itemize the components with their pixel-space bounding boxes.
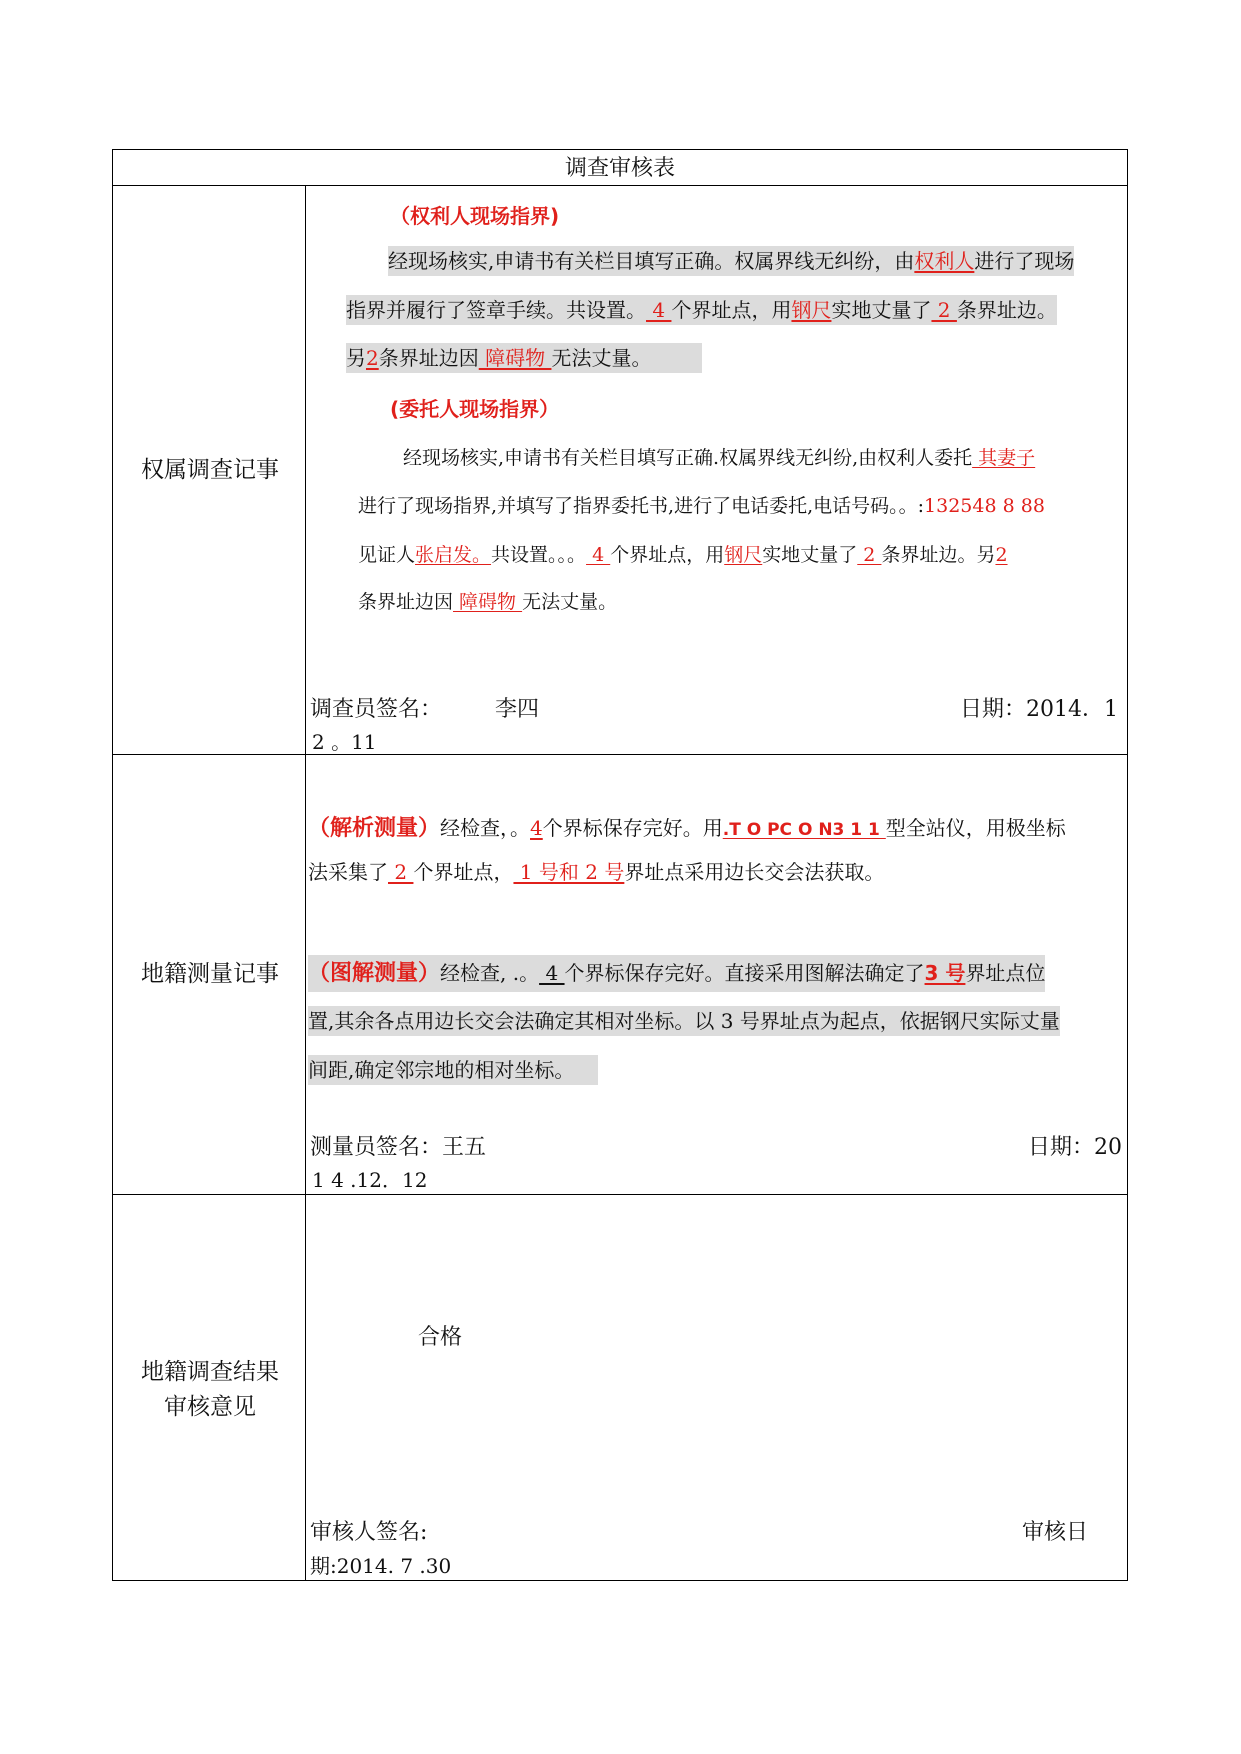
analytic-point-count: 2 [388, 860, 414, 884]
delegate-phone: 132548 8 88 [924, 495, 1045, 517]
owner-point-count: 4 [646, 298, 672, 322]
ownership-label: 权属调查记事 [141, 457, 279, 483]
graphic-survey-line3: 间距,确定邻宗地的相对坐标。 [308, 1055, 598, 1085]
table-border-top [112, 149, 1128, 150]
delegate-section-heading: (委托人现场指界） [390, 397, 560, 421]
reviewer-date-continued: 期:2014. 7 .30 [310, 1554, 452, 1578]
instrument-model: .T O PC O N3 1 1 [722, 820, 886, 840]
analytic-survey-text: （解析测量）经检查，。4个界标保存完好。用.T O PC O N3 1 1 型全站仪，用极坐标 法采集了 2 个界址点， 1 号和 2 号界址点采用边长交会法获取。 [308, 816, 1066, 884]
investigator-signature-label: 调查员签名： [310, 697, 443, 722]
analytic-survey-heading: （解析测量） [308, 816, 441, 841]
delegate-edge-count: 2 [857, 544, 882, 566]
owner-tool: 钢尺 [791, 298, 832, 322]
owner-obstacle: 障碍物 [478, 346, 552, 370]
delegate-name: 其妻子 [972, 447, 1036, 469]
graphic-survey-line2: 置,其余各点用边长交会法确定其相对坐标。以 3 号界址点为起点，依据钢尺实际丈量 [308, 1006, 1060, 1036]
review-label-line1: 地籍调查结果 [141, 1359, 279, 1385]
witness-name: 张启发。 [415, 544, 492, 566]
review-opinion: 合格 [418, 1325, 463, 1350]
investigator-date-continued: 2 。11 [312, 730, 377, 754]
graphic-survey-heading: （图解测量） [308, 961, 441, 986]
investigator-name: 李四 [495, 697, 540, 722]
graphic-survey-text: （图解测量）经检查, .。 4 个界标保存完好。直接采用图解法确定了3 号界址点位 置,其余各点用边长交会法确定其相对坐标。以 3 号界址点为起点，依据钢尺实际丈量 间距,确定邻宗地的相对坐标。 [308, 955, 1130, 1090]
table-title: 调查审核表 [564, 156, 675, 181]
reviewer-date-label: 审核日 [1022, 1520, 1089, 1545]
delegate-obstacle: 障碍物 [453, 591, 523, 613]
delegate-point-count: 4 [586, 544, 611, 566]
table-divider-title [112, 185, 1128, 186]
table-border-bottom [112, 1580, 1128, 1581]
delegate-unmeasured-count: 2 [995, 544, 1008, 566]
table-divider-row2 [112, 1194, 1128, 1195]
owner-unmeasured-count: 2 [366, 346, 379, 370]
delegate-section-text: 经现场核实,申请书有关栏目填写正确.权属界线无纠纷,由权利人委托 其妻子 进行了现场指界,并填写了指界委托书,进行了电话委托,电话号码。。:132548 8 88 见证人张启发。共设置。。。 4 个界址点，用钢尺实地丈量了 2 条界址边。另2 条界址边因 障碍物 无法丈量。 [358, 447, 1045, 613]
surveyor-signature-label: 测量员签名：王五 [310, 1135, 487, 1160]
review-label-line2: 审核意见 [164, 1394, 256, 1420]
graphic-marker-count: 4 [539, 961, 565, 985]
survey-label: 地籍测量记事 [141, 961, 279, 987]
owner-section-text: 经现场核实,申请书有关栏目填写正确。权属界线无纠纷，由权利人进行了现场 指界并履行了签章手续。共设置。 4 个界址点，用钢尺实地丈量了 2 条界址边。 另2条界址边因 障碍物 无法丈量。 [308, 240, 1130, 380]
delegate-tool: 钢尺 [724, 544, 763, 566]
owner-edge-count: 2 [931, 298, 957, 322]
surveyor-date-continued: 1 4 .12．12 [312, 1168, 428, 1192]
table-column-divider [305, 185, 306, 1581]
surveyor-date-label: 日期：20 [1028, 1135, 1122, 1160]
table-divider-row1 [112, 754, 1128, 755]
owner-party: 权利人 [914, 249, 975, 273]
investigator-date-label: 日期：2014．1 [960, 697, 1118, 722]
table-border-left [112, 149, 113, 1581]
reviewer-signature-label: 审核人签名: [310, 1520, 428, 1545]
owner-section-heading: （权利人现场指界) [390, 204, 560, 228]
analytic-marker-count: 4 [530, 816, 543, 840]
graphic-point: 3 号 [924, 961, 966, 985]
intersection-points: 1 号和 2 号 [513, 860, 625, 884]
